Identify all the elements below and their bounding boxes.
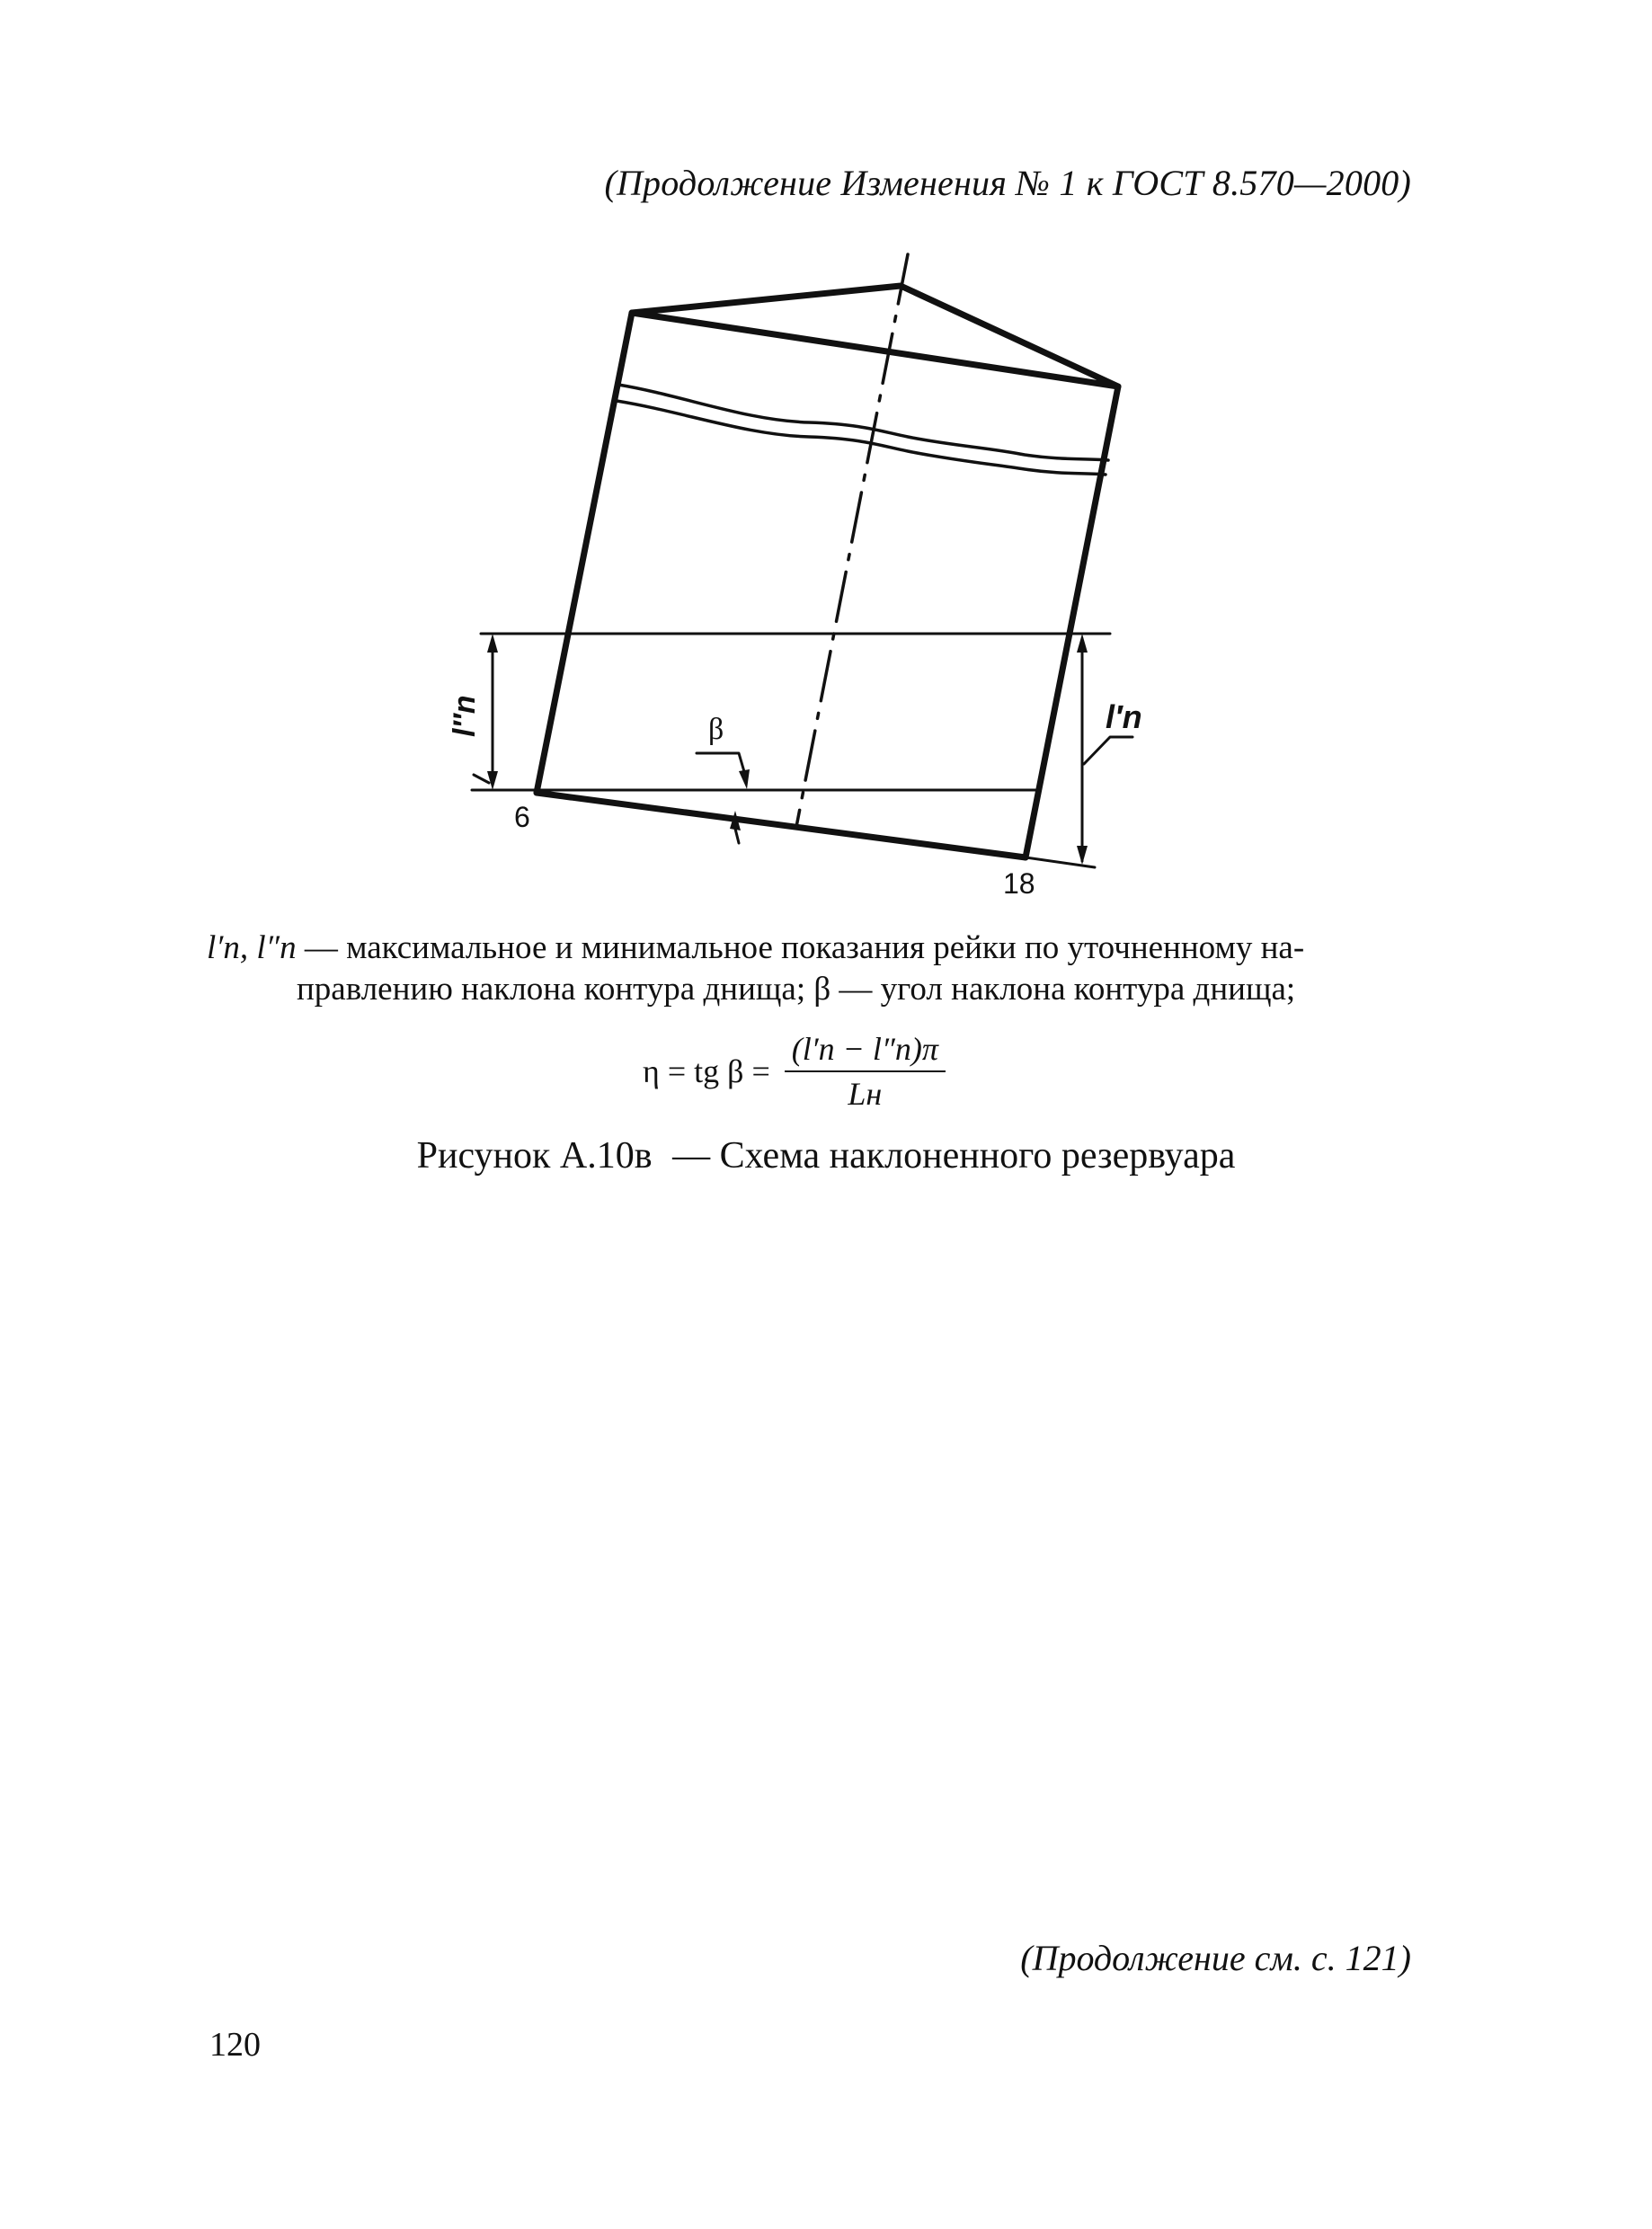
right-dim-arrow-bottom	[1077, 846, 1088, 865]
beta-label: β	[708, 713, 724, 746]
formula-denominator: Lн	[848, 1076, 883, 1112]
left-dim-arrow-bottom	[487, 771, 498, 790]
ln-double-prime-label: l″n	[448, 695, 482, 737]
tank-top-cone	[632, 286, 1118, 386]
formula-fraction	[785, 1030, 946, 1113]
figure-caption	[0, 1134, 1652, 1177]
figure-caption-label: Рисунок А.10в	[416, 1135, 653, 1177]
formula-numerator: (l′n − l″n)π	[785, 1030, 946, 1072]
liquid-level-wave-lower	[617, 401, 1106, 475]
formula-lhs: η = tg β =	[643, 1053, 770, 1089]
legend-line-2: правлению наклона контура днища; β — угол наклона контура днища;	[297, 971, 1296, 1008]
beta-leader	[697, 753, 745, 775]
point-18-label: 18	[1003, 867, 1035, 900]
point-6-label: 6	[514, 801, 530, 833]
liquid-level-wave-upper	[618, 385, 1108, 460]
beta-arrow-upper	[739, 769, 750, 789]
legend-line-1: — максимальное и минимальное показания рейки по уточненному на-	[296, 929, 1305, 966]
figure-legend	[207, 928, 1411, 1010]
slope-formula	[643, 1030, 946, 1113]
ln-prime-label: l′n	[1106, 698, 1142, 735]
tank-tilt-diagram	[0, 0, 1652, 935]
tank-bottom	[537, 793, 1026, 857]
right-dim-arrow-top	[1077, 634, 1088, 653]
figure-caption-title: — Схема наклоненного резервуара	[672, 1135, 1236, 1177]
continuation-note: (Продолжение см. с. 121)	[1020, 1938, 1411, 1978]
running-header: (Продолжение Изменения № 1 к ГОСТ 8.570—2000)	[604, 163, 1411, 203]
legend-symbols: l′n, l″n	[207, 929, 297, 966]
page-number: 120	[209, 2026, 261, 2064]
right-label-leader	[1084, 737, 1132, 764]
bottom-extension-line	[1026, 857, 1095, 867]
beta-arrow-lower-shaft	[735, 829, 739, 843]
left-dim-arrow-top	[487, 634, 498, 653]
left-leader-tick	[474, 775, 489, 783]
